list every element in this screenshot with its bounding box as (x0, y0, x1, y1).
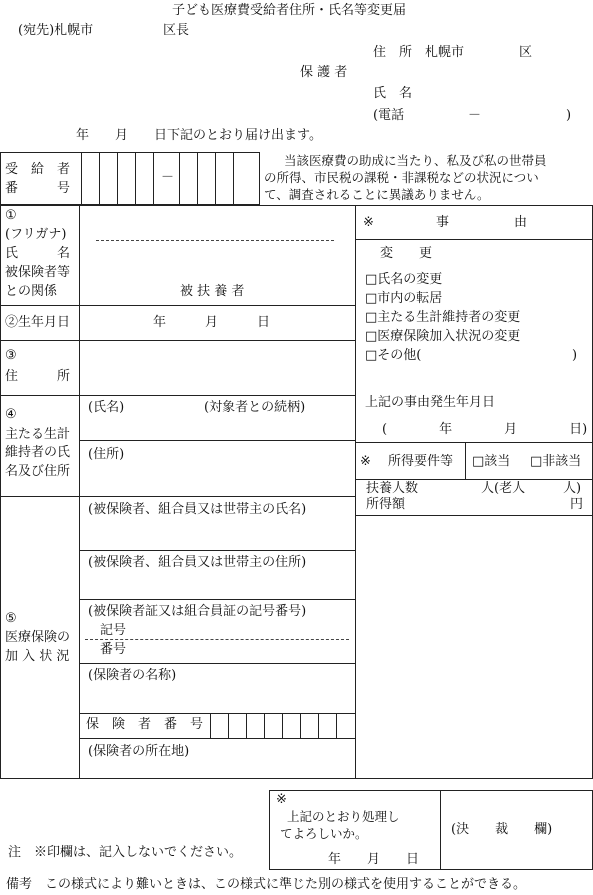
note-text: 注 ※印欄は、記入しないでください。 (8, 845, 243, 860)
phone-dash: － (468, 108, 482, 123)
insurer-number-label: 保 険 者 番 号 (86, 717, 204, 732)
reason-mark: ※ (363, 215, 374, 230)
option-insurance-change[interactable]: □医療保険加入状況の変更 (365, 329, 521, 344)
option-supporter-change[interactable]: □主たる生計維持者の変更 (365, 310, 521, 325)
income-not-applicable[interactable]: □非該当 (530, 454, 582, 469)
supporter-address-field: (住所) (88, 447, 125, 462)
occurrence-label: 上記の事由発生年月日 (365, 395, 496, 410)
process-text-1: 上記のとおり処理し (287, 809, 400, 824)
supporter-name-field: (氏名) (88, 400, 125, 415)
income-label: 所得要件等 (388, 454, 454, 469)
section4-num: ④ (5, 407, 17, 422)
option-other[interactable]: □その他( (365, 348, 422, 363)
section1-num: ① (5, 208, 17, 223)
card-number-label: 番号 (100, 642, 127, 657)
address-label: 住 所 札幌市 (373, 45, 465, 60)
ward-suffix: 区 (519, 45, 533, 60)
section4-line3: 名及び住所 (5, 464, 71, 479)
insured-name-field: (被保険者、組合員又は世帯主の氏名) (88, 502, 307, 517)
section1-name: 氏 名 (5, 246, 71, 261)
addressee: (宛先)札幌市 (18, 23, 94, 38)
recipient-dash: － (161, 170, 175, 185)
decision-column: (決 裁 欄) (451, 822, 553, 837)
section1-relation: との関係 (5, 284, 58, 299)
recipient-label-2: 番 号 (5, 181, 71, 196)
card-dotted-line (85, 639, 349, 640)
section3-num: ③ (5, 348, 17, 363)
option-name-change[interactable]: □氏名の変更 (365, 272, 443, 287)
change-label: 変 更 (380, 246, 433, 261)
option-moving[interactable]: □市内の転居 (365, 291, 443, 306)
supporter-relation-field: (対象者との続柄) (204, 400, 306, 415)
section1-furigana: (フリガナ) (5, 227, 67, 242)
consent-line-1: 当該医療費の助成に当たり、私及び私の世帯員 (284, 153, 547, 168)
section4-line2: 維持者の氏 (5, 445, 71, 460)
persons-close: 人) (563, 481, 582, 496)
reason-header: 事 由 (436, 215, 528, 230)
section5-line2: 加 入 状 況 (5, 649, 70, 664)
section4-line1: 主たる生計 (5, 427, 71, 442)
option-other-close: ) (572, 348, 578, 363)
dependent-text: 被 扶 養 者 (180, 284, 245, 299)
persons-label: 人(老人 (481, 481, 526, 496)
process-mark: ※ (276, 792, 287, 807)
recipient-number-box (0, 152, 260, 205)
card-symbol: 記号 (100, 623, 127, 638)
dependents-label: 扶養人数 (366, 481, 419, 496)
ward-chief: 区長 (163, 23, 190, 38)
phone-close: ) (566, 108, 572, 123)
furigana-dotted-line (96, 240, 334, 241)
insurer-location-field: (保険者の所在地) (88, 744, 190, 759)
birthdate-label: ②生年月日 (5, 315, 71, 330)
form-title: 子ども医療費受給者住所・氏名等変更届 (172, 3, 407, 18)
insured-address-field: (被保険者、組合員又は世帯主の住所) (88, 555, 307, 570)
process-text-2: てよろしいか。 (280, 826, 368, 841)
section1-insured: 被保険者等 (5, 265, 71, 280)
guardian-label: 保 護 者 (300, 65, 348, 80)
yen-label: 円 (570, 497, 584, 512)
remark-text: 備考 この様式により難いときは、この様式に準じた別の様式を使用することができる。 (6, 877, 527, 892)
card-number-field: (被保険者証又は組合員証の記号番号) (88, 604, 307, 619)
section5-num: ⑤ (5, 611, 17, 626)
process-date: 年 月 日 (328, 852, 420, 867)
section3-address: 住 所 (5, 369, 71, 384)
recipient-label-1: 受 給 者 (5, 162, 71, 177)
income-amount-label: 所得額 (366, 497, 406, 512)
name-label: 氏 名 (373, 86, 413, 101)
income-applicable[interactable]: □該当 (472, 454, 511, 469)
income-mark: ※ (360, 454, 371, 469)
insurer-name-field: (保険者の名称) (88, 668, 177, 683)
section5-line1: 医療保険の (5, 630, 71, 645)
submission-date: 年 月 日下記のとおり届け出ます。 (76, 128, 322, 143)
birthdate-field: 年 月 日 (153, 315, 271, 330)
phone-open: (電話 (373, 108, 405, 123)
consent-line-3: て、調査されることに異議ありません。 (264, 187, 490, 202)
consent-line-2: の所得、市民税の課税・非課税などの状況につい (264, 170, 539, 185)
occurrence-date: ( 年 月 日) (382, 422, 588, 437)
